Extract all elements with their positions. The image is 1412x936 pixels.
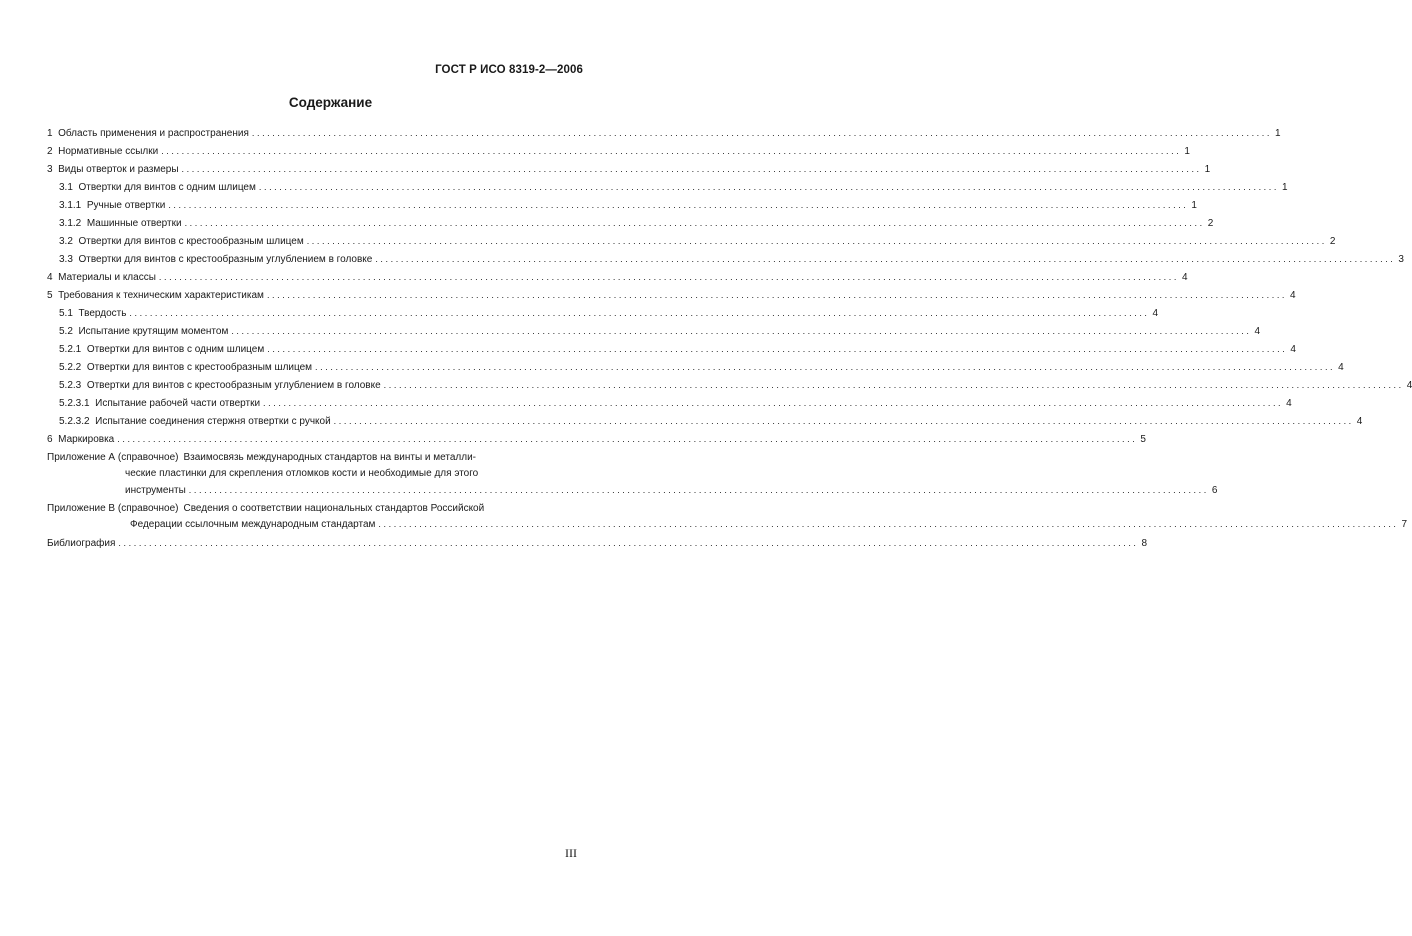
toc-entry-title: Нормативные ссылки (58, 146, 159, 157)
toc-entry-title: Твердость (78, 308, 127, 319)
toc-entry-label (59, 308, 129, 319)
toc-entry-page: 4 (1254, 326, 1260, 337)
dot-leader: ........................................................................................................................................................................................................ (129, 308, 1150, 318)
toc-entry-label (59, 380, 384, 391)
toc-entry-page: 4 (1290, 290, 1296, 301)
toc-entry-page: 4 (1152, 308, 1159, 319)
dot-leader: ........................................................................................................................................................................................................ (315, 362, 1336, 372)
toc-entry-label (59, 326, 231, 337)
toc-entry-label (59, 182, 259, 193)
appendix-a-page: 6 (1211, 485, 1218, 496)
table-of-contents (47, 121, 1412, 549)
dot-leader: ........................................................................................................................................................................................................ (158, 272, 1179, 282)
toc-entry[interactable] (47, 355, 1344, 373)
toc-entry[interactable] (47, 265, 1188, 283)
toc-entry-number: 1 (47, 128, 53, 139)
toc-entry-title: Виды отверток и размеры (58, 164, 179, 175)
toc-entry-title: Материалы и классы (58, 272, 156, 283)
dot-leader: ........................................................................................................................................................................................................ (263, 398, 1284, 408)
toc-entry[interactable] (47, 391, 1292, 409)
toc-appendix-a[interactable] (47, 445, 1218, 496)
toc-entry-page: 4 (1290, 344, 1296, 355)
document-code: ГОСТ Р ИСО 8319-2—2006 (435, 64, 583, 76)
toc-entry-label (59, 398, 263, 409)
toc-entry[interactable] (47, 373, 1412, 391)
toc-bibliography[interactable] (47, 530, 1148, 549)
toc-entry-label (47, 164, 182, 175)
toc-entries (47, 121, 1412, 445)
toc-entry-title: Отвертки для винтов с одним шлицем (86, 344, 265, 355)
toc-entry-page: 2 (1207, 218, 1214, 229)
toc-entry-number: 5.1 (59, 308, 73, 319)
toc-entry[interactable] (47, 157, 1211, 175)
toc-entry-number: 3.3 (59, 254, 73, 265)
toc-entry-number: 3.2 (59, 236, 73, 247)
page-number: III (565, 846, 577, 860)
dot-leader: ........................................................................................................................................................................................................ (267, 344, 1288, 354)
toc-entry-page: 4 (1356, 416, 1363, 427)
appendix-b-line1: Сведения о соответствии национальных стандартов Российской (183, 503, 485, 514)
toc-entry-page: 5 (1140, 434, 1146, 445)
toc-entry-label (47, 128, 252, 139)
toc-entry[interactable] (47, 247, 1404, 265)
toc-entry-label (47, 146, 161, 157)
dot-leader: ........................................................................................................................................................................................................ (188, 485, 1209, 495)
toc-entry-title: Отвертки для винтов с крестообразным шлицем (86, 362, 313, 373)
toc-entry-title: Отвертки для винтов с крестообразным шлицем (78, 236, 304, 247)
dot-leader: ........................................................................................................................................................................................................ (118, 538, 1139, 548)
toc-entry[interactable] (47, 229, 1336, 247)
toc-entry-title: Маркировка (58, 434, 115, 445)
appendix-a-line1: Взаимосвязь международных стандартов на винты и металли- (183, 452, 476, 463)
appendix-a-line3: инструменты (125, 485, 186, 496)
toc-entry-number: 5.2.1 (59, 344, 82, 355)
bibliography-title: Библиография (47, 538, 116, 549)
toc-entry[interactable] (47, 175, 1288, 193)
toc-entry-number: 6 (47, 434, 53, 445)
toc-heading: Содержание (288, 95, 373, 110)
toc-entry-label (59, 236, 307, 247)
toc-entry-page: 1 (1204, 164, 1211, 175)
toc-entry[interactable] (47, 409, 1363, 427)
toc-appendix-b[interactable] (47, 496, 1408, 530)
toc-entry-label (59, 218, 185, 229)
toc-entry-page: 1 (1281, 182, 1288, 193)
appendix-b-prefix: Приложение В (справочное) (47, 503, 179, 514)
dot-leader: ........................................................................................................................................................................................................ (231, 326, 1252, 336)
toc-entry-number: 5 (47, 290, 53, 301)
toc-entry-title: Ручные отвертки (86, 200, 166, 211)
toc-entry-number: 4 (47, 272, 53, 283)
toc-entry[interactable] (47, 337, 1296, 355)
toc-entry-label (59, 254, 375, 265)
dot-leader: ........................................................................................................................................................................................................ (251, 128, 1272, 138)
toc-entry-number: 3.1.2 (59, 218, 82, 229)
toc-entry-page: 4 (1406, 380, 1412, 391)
toc-entry-page: 1 (1274, 128, 1281, 139)
toc-entry-number: 5.2.3.1 (59, 398, 90, 409)
dot-leader: ........................................................................................................................................................................................................ (161, 146, 1182, 156)
toc-entry-title: Испытание крутящим моментом (78, 326, 229, 337)
toc-entry-label (59, 344, 267, 355)
toc-entry-label (59, 200, 168, 211)
dot-leader: ........................................................................................................................................................................................................ (184, 218, 1205, 228)
toc-entry-number: 3.1.1 (59, 200, 82, 211)
toc-entry-title: Отвертки для винтов с крестообразным углублением в головке (86, 380, 381, 391)
toc-entry-label (47, 434, 117, 445)
toc-entry-title: Область применения и распространения (58, 128, 249, 139)
toc-entry-label (47, 290, 267, 301)
dot-leader: ........................................................................................................................................................................................................ (258, 182, 1279, 192)
toc-entry-number: 5.2 (59, 326, 73, 337)
toc-entry-number: 5.2.3.2 (59, 416, 90, 427)
toc-entry-number: 3.1 (59, 182, 73, 193)
toc-entry-number: 5.2.2 (59, 362, 82, 373)
toc-entry[interactable] (47, 139, 1190, 157)
toc-entry-page: 4 (1338, 362, 1344, 373)
dot-leader: ........................................................................................................................................................................................................ (266, 290, 1288, 300)
toc-entry[interactable] (47, 121, 1281, 139)
toc-entry-title: Отвертки для винтов с крестообразным углублением в головке (78, 254, 373, 265)
toc-entry-label (59, 416, 334, 427)
bibliography-page: 8 (1141, 538, 1148, 549)
dot-leader: ........................................................................................................................................................................................................ (378, 519, 1399, 529)
appendix-b-line2: Федерации ссылочным международным стандартам (130, 519, 376, 530)
toc-entry-label (59, 362, 315, 373)
toc-entry[interactable] (47, 319, 1260, 337)
appendix-a-prefix: Приложение А (справочное) (47, 452, 179, 463)
dot-leader: ........................................................................................................................................................................................................ (117, 434, 1138, 444)
dot-leader: ........................................................................................................................................................................................................ (383, 380, 1404, 390)
dot-leader: ........................................................................................................................................................................................................ (375, 254, 1396, 264)
toc-entry-title: Машинные отвертки (86, 218, 182, 229)
appendix-b-page: 7 (1401, 519, 1408, 530)
toc-entry-page: 4 (1182, 272, 1188, 283)
toc-entry[interactable] (47, 301, 1159, 319)
dot-leader: ........................................................................................................................................................................................................ (306, 236, 1327, 246)
toc-entry-title: Отвертки для винтов с одним шлицем (78, 182, 256, 193)
toc-entry-title: Испытание рабочей части отвертки (95, 398, 261, 409)
toc-entry[interactable] (47, 427, 1146, 445)
toc-entry-number: 2 (47, 146, 53, 157)
toc-entry-page: 4 (1286, 398, 1292, 409)
dot-leader: ........................................................................................................................................................................................................ (333, 416, 1354, 426)
dot-leader: ........................................................................................................................................................................................................ (181, 164, 1202, 174)
appendix-a-line2: ческие пластинки для скрепления отломков кости и необходимые для этого (125, 468, 479, 479)
toc-entry-page: 1 (1184, 146, 1190, 157)
toc-entry-page: 3 (1398, 254, 1404, 265)
toc-entry-page: 1 (1191, 200, 1197, 211)
toc-entry[interactable] (47, 193, 1197, 211)
toc-entry-page: 2 (1329, 236, 1336, 247)
toc-entry-title: Испытание соединения стержня отвертки с ручкой (95, 416, 331, 427)
toc-entry[interactable] (47, 211, 1214, 229)
toc-entry-title: Требования к техническим характеристикам (58, 290, 264, 301)
dot-leader: ........................................................................................................................................................................................................ (168, 200, 1189, 210)
toc-entry-number: 5.2.3 (59, 380, 82, 391)
toc-entry[interactable] (47, 283, 1296, 301)
toc-entry-number: 3 (47, 164, 53, 175)
toc-entry-label (47, 272, 159, 283)
